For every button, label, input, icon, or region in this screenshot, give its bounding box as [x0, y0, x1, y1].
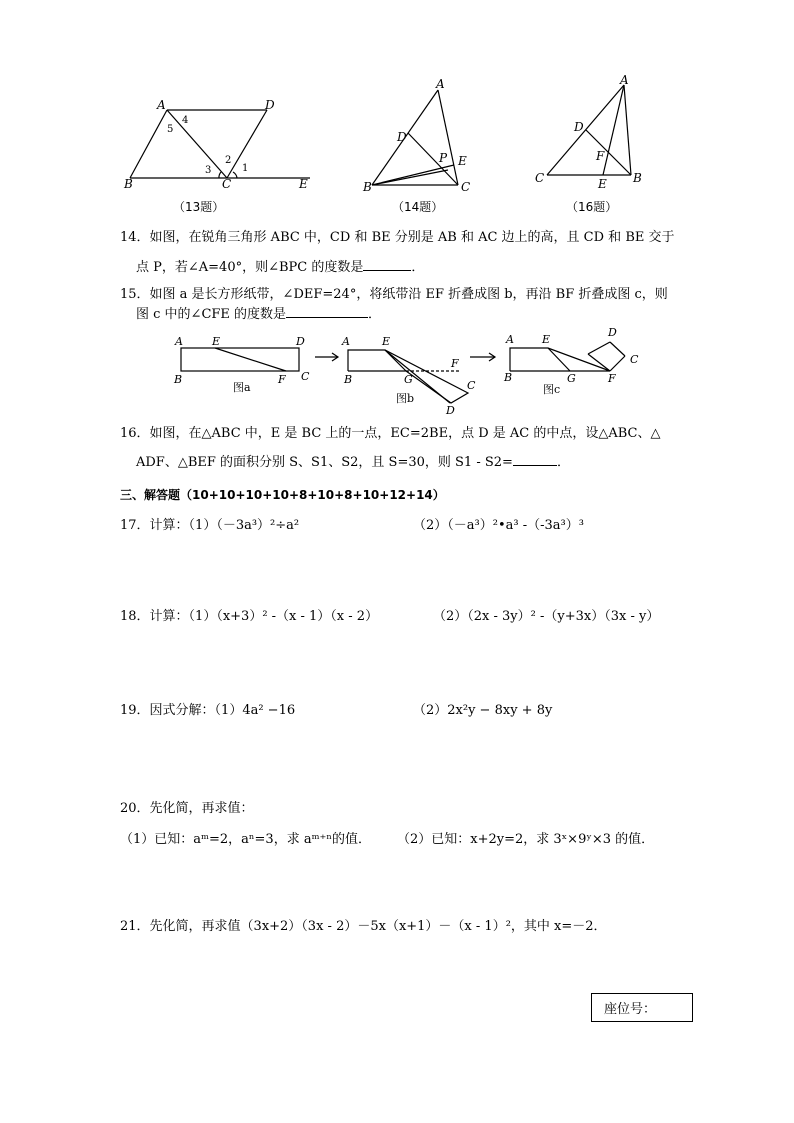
label-A: A [157, 98, 166, 112]
label-B: B [124, 177, 133, 191]
label-C: C [467, 379, 476, 392]
seat-number-box[interactable] [591, 993, 693, 1022]
question-21: 21．先化简，再求值（3x+2）（3x - 2）－5x（x+1）－（x - 1）²，其中 x=－2． [120, 919, 607, 934]
seat-label: 座位号： [604, 1002, 657, 1017]
caption-a: 图a [233, 381, 251, 394]
label-C: C [222, 177, 232, 191]
label-D: D [446, 404, 455, 417]
label-B: B [174, 373, 183, 386]
q17-part1: （1）（－3a³）²÷a² [188, 518, 300, 533]
q19-part1: （1）4a² −16 [214, 703, 296, 718]
label-B: B [504, 371, 513, 384]
angle-3: 3 [205, 165, 212, 176]
label-D: D [397, 130, 407, 144]
q14-end: ． [411, 260, 425, 275]
answer-blank-15[interactable] [286, 317, 368, 318]
answer-blank-16[interactable] [513, 465, 557, 466]
q17-label: 17．计算： [120, 518, 189, 533]
label-E: E [299, 177, 308, 191]
label-E: E [382, 335, 391, 348]
label-C: C [630, 353, 639, 366]
angle-5: 5 [167, 124, 174, 135]
label-B: B [363, 180, 372, 194]
label-C: C [461, 180, 471, 194]
label-A: A [620, 73, 629, 87]
question-16-line2 [136, 455, 570, 471]
label-F: F [608, 372, 616, 385]
label-P: P [439, 151, 448, 165]
label-F: F [278, 373, 286, 386]
label-D: D [574, 120, 584, 134]
question-14-line2 [136, 260, 424, 276]
label-F: F [451, 357, 459, 370]
question-19 [120, 703, 295, 719]
label-C: C [535, 171, 545, 185]
q18-part1: （1）（x+3）² -（x - 1）（x - 2） [188, 609, 379, 624]
label-A: A [342, 335, 350, 348]
figure-13 [115, 92, 325, 192]
angle-1: 1 [242, 163, 249, 174]
label-E: E [458, 154, 467, 168]
arrow-icon [470, 353, 495, 361]
question-16-text: ADF、△BEF 的面积分别 S、S1、S2，且 S=30，则 S1 - S2= [136, 455, 513, 470]
question-15-line2 [136, 307, 381, 323]
question-20-title: 20．先化简，再求值： [120, 801, 254, 816]
figure-15 [170, 323, 650, 418]
arrow-icon [315, 353, 338, 361]
question-14-line1: 14．如图，在锐角三角形 ABC 中，CD 和 BE 分别是 AB 和 AC 边上的高，且 CD 和 BE 交于 [120, 230, 675, 245]
label-E: E [598, 177, 607, 190]
label-G: G [567, 372, 576, 385]
caption-b: 图b [396, 392, 415, 405]
q20-part1: （1）已知：aᵐ=2，aⁿ=3，求 aᵐ⁺ⁿ的值． [120, 832, 372, 847]
angle-2: 2 [225, 155, 232, 166]
caption-16: （16题） [566, 200, 618, 214]
label-F: F [596, 149, 605, 163]
label-A: A [175, 335, 183, 348]
label-C: C [301, 370, 310, 383]
question-15-line1: 15．如图 a 是长方形纸带，∠DEF=24°，将纸带沿 EF 折叠成图 b，再沿 BF 折叠成图 c，则 [120, 287, 668, 302]
q19-label: 19．因式分解： [120, 703, 215, 718]
figure-14 [360, 75, 480, 195]
label-D: D [608, 326, 617, 339]
label-A: A [436, 77, 445, 91]
caption-c: 图c [543, 383, 561, 396]
label-E: E [212, 335, 221, 348]
question-16-line1: 16．如图，在△ABC 中，E 是 BC 上的一点，EC=2BE，点 D 是 AC 的中点，设△ABC、△ [120, 426, 661, 441]
angle-4: 4 [182, 115, 189, 126]
answer-blank-14[interactable] [363, 270, 411, 271]
q18-label: 18．计算： [120, 609, 189, 624]
question-14-text: 点 P，若∠A=40°，则∠BPC 的度数是 [136, 260, 364, 275]
figure-16 [530, 70, 650, 190]
label-A: A [506, 333, 514, 346]
q19-part2: （2）2x²y − 8xy + 8y [413, 703, 553, 718]
question-18 [120, 609, 378, 625]
caption-13: （13题） [173, 200, 225, 214]
q17-part2: （2）（－a³）²•a³ -（-3a³）³ [413, 518, 584, 533]
question-17 [120, 518, 299, 534]
q16-end: ． [556, 455, 570, 470]
question-15-text: 图 c 中的∠CFE 的度数是 [136, 307, 287, 322]
section-heading: 三、解答题（10+10+10+10+8+10+8+10+12+14） [120, 488, 445, 502]
label-B: B [633, 171, 642, 185]
label-B: B [344, 373, 353, 386]
label-E: E [542, 333, 551, 346]
caption-14: （14题） [392, 200, 444, 214]
label-D: D [296, 335, 305, 348]
q15-end: ． [368, 307, 382, 322]
q20-part2: （2）已知：x+2y=2，求 3ˣ×9ʸ×3 的值． [397, 832, 655, 847]
q18-part2: （2）（2x - 3y）² -（y+3x）（3x - y） [433, 609, 660, 624]
label-D: D [265, 98, 275, 112]
label-G: G [404, 373, 413, 386]
